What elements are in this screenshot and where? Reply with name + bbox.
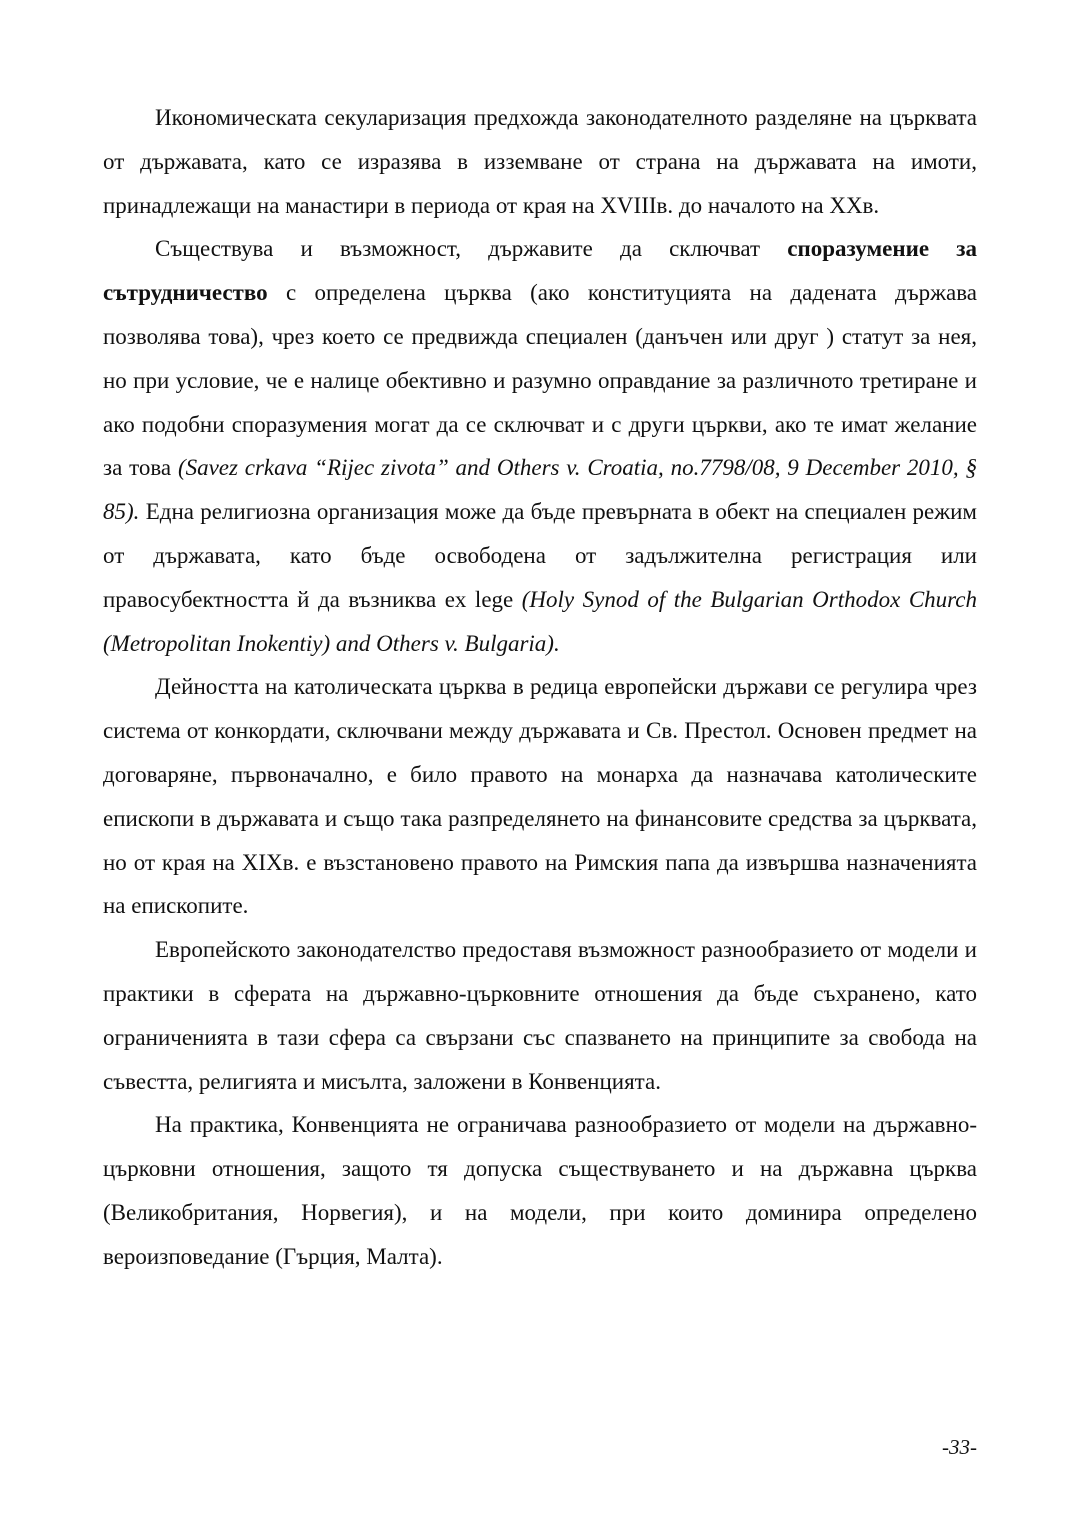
bold-term-cooperation-agreement: споразумение за сътрудничество [103, 236, 977, 306]
case-citation-savez-crkava: (Savez crkava “Rijec zivota” and Others v. Croatia, no.7798/08, 9 December 2010, § 85). [103, 455, 977, 525]
paragraph-text: Една религиозна организация може да бъде превърната в обект на специален режим от държавата, като бъде освободена от задължителна регистрация или правосубектността й да възниква ex lege [103, 499, 977, 612]
page-number: -33- [942, 1435, 977, 1459]
paragraph-european-legislation [103, 928, 977, 1103]
document-body [103, 96, 977, 1279]
paragraph-text: На практика, Конвенцията не ограничава разнообразието от модели на държавно-църковни отношения, защото тя допуска съществуването и на държавна църква (Великобритания, Норвегия), и на модели, при които доминира определено вероизповедание (Гърция, Малта). [103, 1112, 977, 1269]
paragraph-text: Европейското законодателство предоставя възможност разнообразието от модели и практики в сферата на държавно-църковните отношения да бъде съхранено, като ограниченията в тази сфера са свързани със спазването на принципите за свобода на съвестта, религията и мисълта, заложени в Конвенцията. [103, 937, 977, 1094]
paragraph-cooperation-agreement [103, 227, 977, 665]
paragraph-text: с определена църква (ако конституцията на дадената държава позволява това), чрез което се предвижда специален (данъчен или друг ) статут за нея, но при условие, че е налице обективно и разумно оправдание за различното третиране и ако подобни споразумения могат да се сключват и с други църкви, ако те имат желание за това [103, 280, 977, 481]
paragraph-convention-models [103, 1103, 977, 1278]
paragraph-economic-secularization [103, 96, 977, 227]
paragraph-catholic-concordats [103, 665, 977, 928]
case-citation-holy-synod: (Holy Synod of the Bulgarian Orthodox Church (Metropolitan Inokentiy) and Others v. Bulgaria). [103, 586, 977, 656]
paragraph-text: Съществува и възможност, държавите да сключват [155, 236, 788, 262]
paragraph-text: Дейността на католическата църква в редица европейски държави се регулира чрез система от конкордати, сключвани между държавата и Св. Престол. Основен предмет на договаряне, първоначално, е било правото на монарха да назначава католическите епископи в държавата и също така разпределянето на финансовите средства за църквата, но от края на XIXв. е възстановено правото на Римския папа да извършва назначенията на епископите. [103, 674, 977, 919]
paragraph-text: Икономическата секуларизация предхожда законодателното разделяне на църквата от държавата, като се изразява в изземване от страна на държавата на имоти, принадлежащи на манастири в периода от края на XVIIIв. до началото на XXв. [103, 105, 977, 218]
